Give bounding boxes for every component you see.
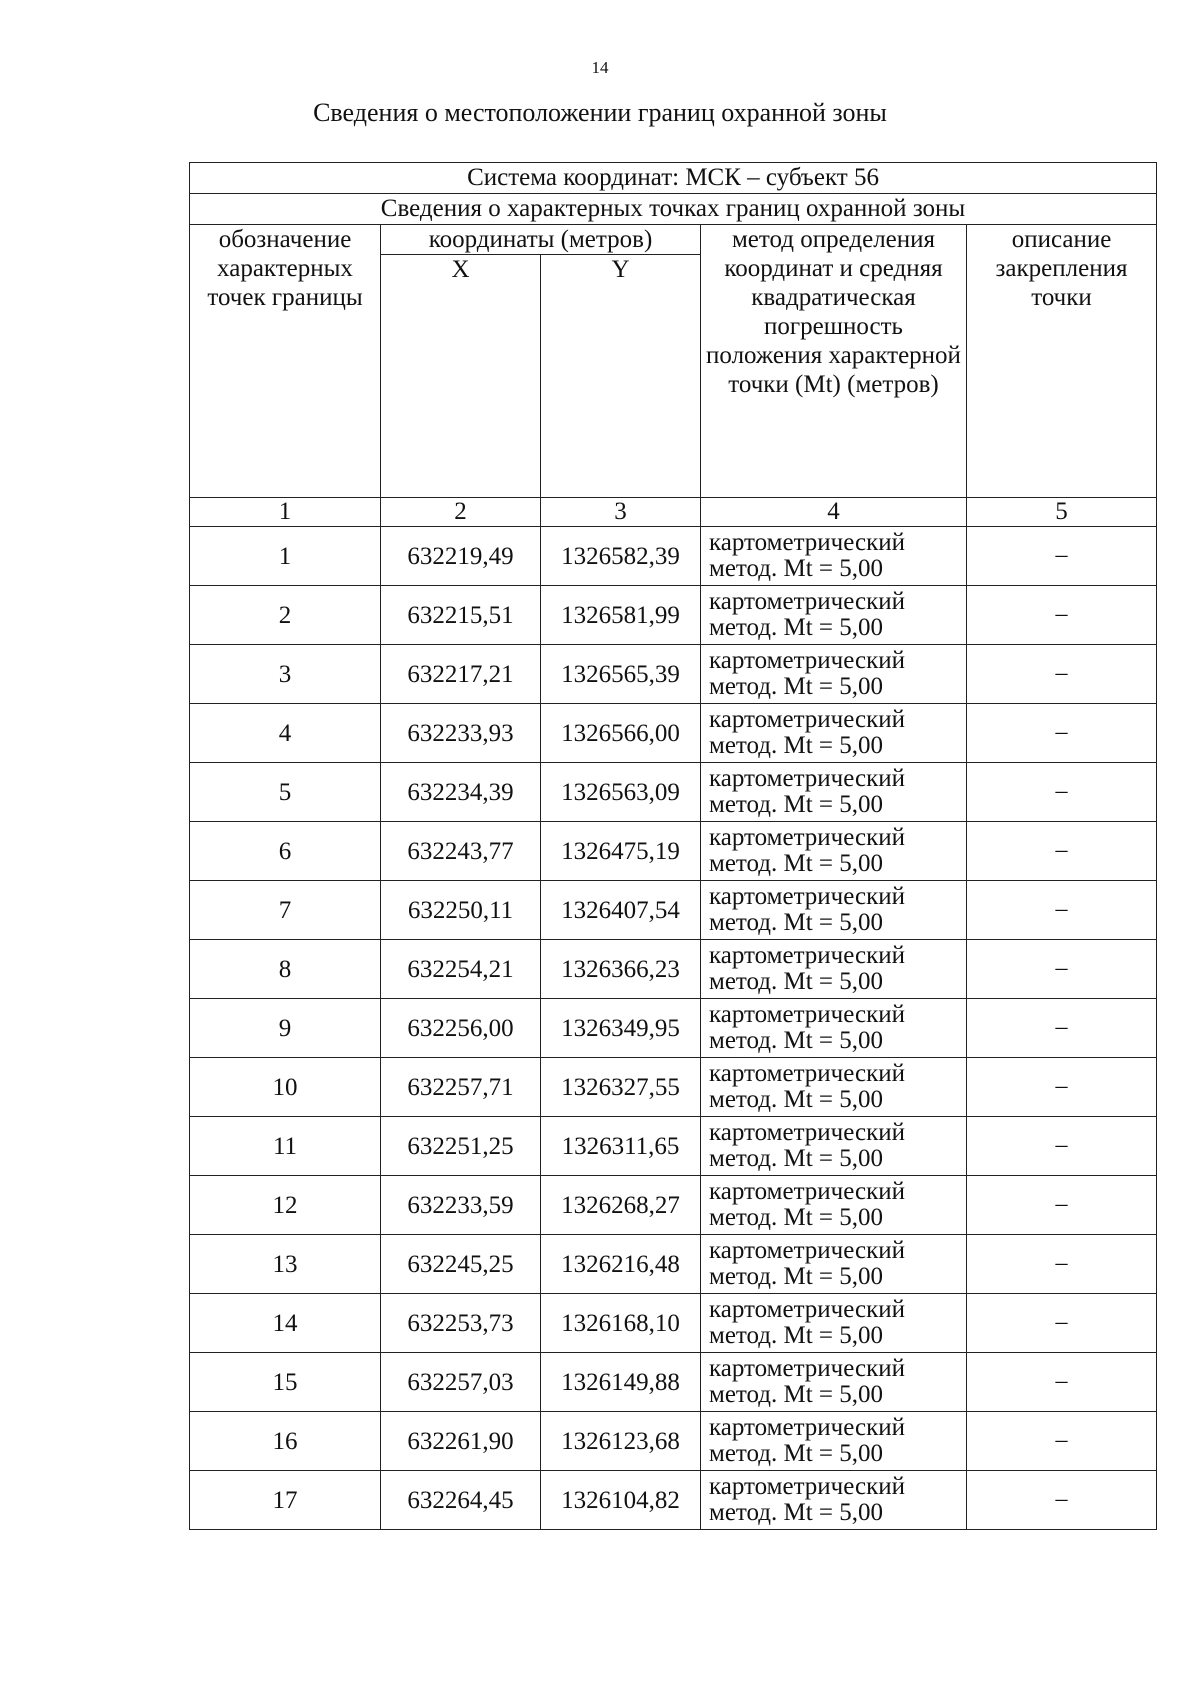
- header-y: Y: [541, 255, 701, 498]
- point-number-cell: 11: [190, 1117, 381, 1176]
- y-coordinate-cell: 1326311,65: [541, 1117, 701, 1176]
- description-cell: –: [967, 940, 1157, 999]
- header-coordinates: координаты (метров): [381, 225, 701, 255]
- y-coordinate-cell: 1326563,09: [541, 763, 701, 822]
- method-accuracy: метод. Mt = 5,00: [709, 673, 884, 700]
- y-coordinate-cell: 1326475,19: [541, 822, 701, 881]
- method-accuracy: метод. Mt = 5,00: [709, 791, 884, 818]
- method-cell: [701, 999, 967, 1058]
- point-number-cell: 14: [190, 1294, 381, 1353]
- method-accuracy: метод. Mt = 5,00: [709, 1263, 884, 1290]
- method-accuracy: метод. Mt = 5,00: [709, 1204, 884, 1231]
- x-coordinate-cell: 632219,49: [381, 527, 541, 586]
- table-row: [190, 763, 1157, 822]
- column-number: 3: [541, 498, 701, 527]
- y-coordinate-cell: 1326168,10: [541, 1294, 701, 1353]
- point-number-cell: 1: [190, 527, 381, 586]
- x-coordinate-cell: 632215,51: [381, 586, 541, 645]
- method-cell: [701, 527, 967, 586]
- x-coordinate-cell: 632254,21: [381, 940, 541, 999]
- method-name: картометрический: [709, 1118, 905, 1146]
- method-name: картометрический: [709, 764, 905, 792]
- description-cell: –: [967, 1058, 1157, 1117]
- coordinate-system-row: [190, 163, 1157, 194]
- table-row: [190, 1176, 1157, 1235]
- method-cell: [701, 586, 967, 645]
- x-coordinate-cell: 632261,90: [381, 1412, 541, 1471]
- method-cell: [701, 763, 967, 822]
- coordinate-system-label: Система координат: МСК – субъект 56: [190, 163, 1157, 194]
- method-cell: [701, 940, 967, 999]
- description-cell: –: [967, 763, 1157, 822]
- table-row: [190, 1294, 1157, 1353]
- point-number-cell: 4: [190, 704, 381, 763]
- method-name: картометрический: [709, 823, 905, 851]
- table-row: [190, 1412, 1157, 1471]
- method-cell: [701, 1176, 967, 1235]
- method-name: картометрический: [709, 646, 905, 674]
- method-name: картометрический: [709, 1295, 905, 1323]
- method-name: картометрический: [709, 1000, 905, 1028]
- x-coordinate-cell: 632217,21: [381, 645, 541, 704]
- method-name: картометрический: [709, 1413, 905, 1441]
- method-accuracy: метод. Mt = 5,00: [709, 1440, 884, 1467]
- table-row: [190, 586, 1157, 645]
- method-cell: [701, 1412, 967, 1471]
- x-coordinate-cell: 632245,25: [381, 1235, 541, 1294]
- point-number-cell: 16: [190, 1412, 381, 1471]
- table-caption-row: [190, 194, 1157, 225]
- method-cell: [701, 645, 967, 704]
- description-cell: –: [967, 822, 1157, 881]
- method-name: картометрический: [709, 705, 905, 733]
- y-coordinate-cell: 1326366,23: [541, 940, 701, 999]
- y-coordinate-cell: 1326581,99: [541, 586, 701, 645]
- table-row: [190, 1471, 1157, 1530]
- method-accuracy: метод. Mt = 5,00: [709, 1322, 884, 1349]
- x-coordinate-cell: 632264,45: [381, 1471, 541, 1530]
- boundary-points-table: [189, 162, 1157, 1530]
- table-row: [190, 881, 1157, 940]
- method-accuracy: метод. Mt = 5,00: [709, 968, 884, 995]
- table-row: [190, 1058, 1157, 1117]
- y-coordinate-cell: 1326407,54: [541, 881, 701, 940]
- method-accuracy: метод. Mt = 5,00: [709, 1086, 884, 1113]
- description-cell: –: [967, 645, 1157, 704]
- point-number-cell: 6: [190, 822, 381, 881]
- column-header-row: [190, 225, 1157, 255]
- header-description: описание закрепления точки: [967, 225, 1157, 498]
- point-number-cell: 10: [190, 1058, 381, 1117]
- description-cell: –: [967, 1235, 1157, 1294]
- y-coordinate-cell: 1326566,00: [541, 704, 701, 763]
- method-name: картометрический: [709, 882, 905, 910]
- method-name: картометрический: [709, 1236, 905, 1264]
- method-accuracy: метод. Mt = 5,00: [709, 614, 884, 641]
- header-point-designation: обозначение характерных точек границы: [190, 225, 381, 498]
- method-name: картометрический: [709, 1177, 905, 1205]
- table-row: [190, 940, 1157, 999]
- method-accuracy: метод. Mt = 5,00: [709, 850, 884, 877]
- x-coordinate-cell: 632253,73: [381, 1294, 541, 1353]
- y-coordinate-cell: 1326123,68: [541, 1412, 701, 1471]
- y-coordinate-cell: 1326349,95: [541, 999, 701, 1058]
- method-cell: [701, 1471, 967, 1530]
- table-row: [190, 1353, 1157, 1412]
- table-row: [190, 999, 1157, 1058]
- description-cell: –: [967, 881, 1157, 940]
- header-method: метод определения координат и средняя квадратическая погрешность положения характерной точки (Mt) (метров): [701, 225, 967, 498]
- x-coordinate-cell: 632251,25: [381, 1117, 541, 1176]
- method-accuracy: метод. Mt = 5,00: [709, 1145, 884, 1172]
- column-number-row: [190, 498, 1157, 527]
- method-name: картометрический: [709, 1354, 905, 1382]
- description-cell: –: [967, 704, 1157, 763]
- method-accuracy: метод. Mt = 5,00: [709, 1499, 884, 1526]
- method-cell: [701, 1235, 967, 1294]
- table-row: [190, 1117, 1157, 1176]
- description-cell: –: [967, 1471, 1157, 1530]
- y-coordinate-cell: 1326327,55: [541, 1058, 701, 1117]
- point-number-cell: 2: [190, 586, 381, 645]
- x-coordinate-cell: 632233,59: [381, 1176, 541, 1235]
- method-cell: [701, 1058, 967, 1117]
- x-coordinate-cell: 632233,93: [381, 704, 541, 763]
- column-number: 2: [381, 498, 541, 527]
- description-cell: –: [967, 1412, 1157, 1471]
- column-number: 5: [967, 498, 1157, 527]
- point-number-cell: 5: [190, 763, 381, 822]
- table-row: [190, 645, 1157, 704]
- method-cell: [701, 1117, 967, 1176]
- y-coordinate-cell: 1326149,88: [541, 1353, 701, 1412]
- method-name: картометрический: [709, 1472, 905, 1500]
- header-x: X: [381, 255, 541, 498]
- method-name: картометрический: [709, 528, 905, 556]
- table-caption: Сведения о характерных точках границ охранной зоны: [190, 194, 1157, 225]
- description-cell: –: [967, 1294, 1157, 1353]
- point-number-cell: 9: [190, 999, 381, 1058]
- method-cell: [701, 1294, 967, 1353]
- x-coordinate-cell: 632250,11: [381, 881, 541, 940]
- point-number-cell: 3: [190, 645, 381, 704]
- point-number-cell: 15: [190, 1353, 381, 1412]
- point-number-cell: 17: [190, 1471, 381, 1530]
- table-row: [190, 822, 1157, 881]
- point-number-cell: 8: [190, 940, 381, 999]
- table-row: [190, 1235, 1157, 1294]
- method-cell: [701, 822, 967, 881]
- table-row: [190, 527, 1157, 586]
- method-name: картометрический: [709, 1059, 905, 1087]
- description-cell: –: [967, 1176, 1157, 1235]
- document-title: Сведения о местоположении границ охранной зоны: [313, 98, 887, 127]
- description-cell: –: [967, 1117, 1157, 1176]
- column-number: 1: [190, 498, 381, 527]
- description-cell: –: [967, 999, 1157, 1058]
- y-coordinate-cell: 1326565,39: [541, 645, 701, 704]
- method-name: картометрический: [709, 587, 905, 615]
- description-cell: –: [967, 527, 1157, 586]
- method-accuracy: метод. Mt = 5,00: [709, 555, 884, 582]
- method-accuracy: метод. Mt = 5,00: [709, 1027, 884, 1054]
- y-coordinate-cell: 1326216,48: [541, 1235, 701, 1294]
- y-coordinate-cell: 1326582,39: [541, 527, 701, 586]
- point-number-cell: 13: [190, 1235, 381, 1294]
- method-accuracy: метод. Mt = 5,00: [709, 909, 884, 936]
- method-cell: [701, 881, 967, 940]
- x-coordinate-cell: 632243,77: [381, 822, 541, 881]
- x-coordinate-cell: 632256,00: [381, 999, 541, 1058]
- description-cell: –: [967, 586, 1157, 645]
- point-number-cell: 12: [190, 1176, 381, 1235]
- y-coordinate-cell: 1326268,27: [541, 1176, 701, 1235]
- point-number-cell: 7: [190, 881, 381, 940]
- description-cell: –: [967, 1353, 1157, 1412]
- page-number: 14: [591, 58, 609, 77]
- method-cell: [701, 704, 967, 763]
- method-accuracy: метод. Mt = 5,00: [709, 1381, 884, 1408]
- column-number: 4: [701, 498, 967, 527]
- table-row: [190, 704, 1157, 763]
- y-coordinate-cell: 1326104,82: [541, 1471, 701, 1530]
- method-name: картометрический: [709, 941, 905, 969]
- method-accuracy: метод. Mt = 5,00: [709, 732, 884, 759]
- x-coordinate-cell: 632257,03: [381, 1353, 541, 1412]
- x-coordinate-cell: 632257,71: [381, 1058, 541, 1117]
- method-cell: [701, 1353, 967, 1412]
- x-coordinate-cell: 632234,39: [381, 763, 541, 822]
